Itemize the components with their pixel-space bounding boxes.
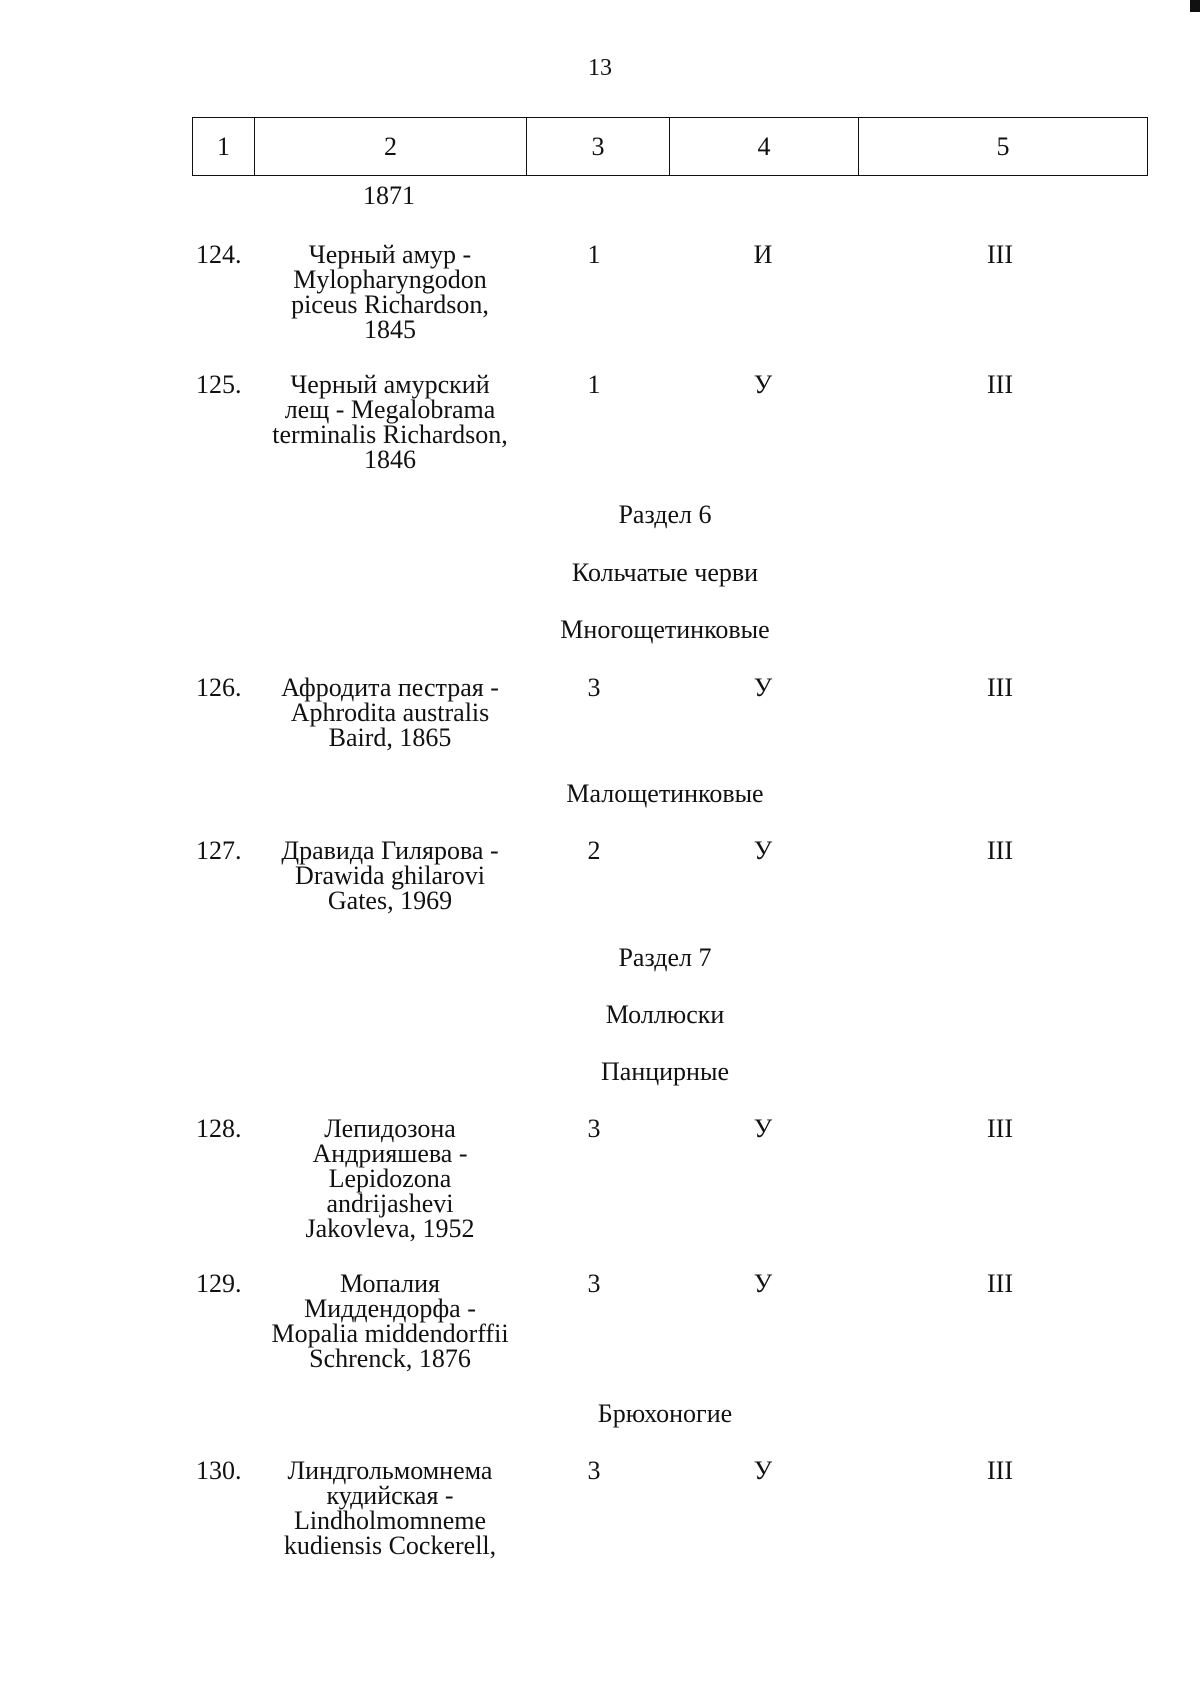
status-value: У	[753, 836, 773, 865]
header-col-2: 2	[255, 118, 527, 176]
section-heading: Раздел 7	[618, 943, 712, 972]
group-heading: Моллюски	[605, 1000, 725, 1029]
subgroup-heading: Панцирные	[601, 1057, 729, 1086]
species-name-line: 1845	[364, 315, 416, 344]
entry-number: 126.	[196, 673, 242, 702]
species-name-line: Lindholmomneme	[293, 1506, 487, 1535]
priority-value: III	[987, 1114, 1013, 1143]
continued-year: 1871	[363, 181, 415, 210]
species-name-line: Черный амурский	[290, 370, 490, 399]
scan-edge-mark	[1190, 0, 1200, 12]
species-name-line: Jakovleva, 1952	[305, 1214, 475, 1243]
species-name-line: Schrenck, 1876	[309, 1344, 471, 1373]
category-value: 3	[587, 1456, 601, 1485]
category-value: 1	[587, 240, 601, 269]
header-col-4: 4	[670, 118, 859, 176]
species-name-line: Линдгольмомнема	[287, 1456, 493, 1485]
table-header	[192, 117, 1148, 176]
category-value: 3	[587, 1114, 601, 1143]
status-value: У	[753, 1114, 773, 1143]
species-name-line: лещ - Megalobrama	[284, 395, 496, 424]
header-col-3: 3	[527, 118, 670, 176]
species-name-line: Андрияшева -	[312, 1139, 468, 1168]
group-heading: Кольчатые черви	[571, 558, 759, 587]
priority-value: III	[987, 836, 1013, 865]
category-value: 2	[587, 836, 601, 865]
entry-number: 130.	[196, 1456, 242, 1485]
category-value: 3	[587, 1269, 601, 1298]
species-name-line: Mylopharyngodon	[293, 265, 487, 294]
species-name	[254, 372, 526, 472]
species-name-line: Мопалия	[339, 1269, 440, 1298]
category-value: 3	[587, 673, 601, 702]
species-name-line: kudiensis Cockerell,	[283, 1531, 497, 1560]
species-name-line: terminalis Richardson,	[272, 420, 508, 449]
species-name-line: Mopalia middendorffii	[271, 1319, 509, 1348]
species-name	[254, 1116, 526, 1241]
species-name	[254, 1271, 526, 1371]
species-name-line: Lepidozona	[328, 1164, 452, 1193]
priority-value: III	[987, 1269, 1013, 1298]
species-name	[254, 675, 526, 750]
subgroup-heading: Брюхоногие	[597, 1399, 733, 1428]
subgroup-heading: Малощетинковые	[566, 779, 764, 808]
species-name-line: Афродита пестрая -	[281, 673, 499, 702]
species-name-line: Aphrodita australis	[290, 698, 490, 727]
status-value: У	[753, 673, 773, 702]
priority-value: III	[987, 673, 1013, 702]
section-heading: Раздел 6	[618, 500, 712, 529]
status-value: И	[753, 240, 773, 269]
page-number: 13	[588, 55, 612, 81]
status-value: У	[753, 1269, 773, 1298]
header-col-5: 5	[859, 118, 1148, 176]
entry-number: 125.	[196, 370, 242, 399]
species-name-line: Drawida ghilarovi	[295, 861, 485, 890]
priority-value: III	[987, 1456, 1013, 1485]
header-col-1: 1	[193, 118, 255, 176]
species-name	[254, 242, 526, 342]
entry-number: 124.	[196, 240, 242, 269]
priority-value: III	[987, 240, 1013, 269]
species-name-line: piceus Richardson,	[291, 290, 489, 319]
species-name-line: кудийская -	[326, 1481, 454, 1510]
species-name	[254, 1458, 526, 1558]
status-value: У	[753, 370, 773, 399]
species-name-line: Черный амур -	[308, 240, 472, 269]
species-name-line: andrijashevi	[326, 1189, 454, 1218]
category-value: 1	[587, 370, 601, 399]
species-name-line: Baird, 1865	[328, 723, 452, 752]
species-name-line: Лепидозона	[324, 1114, 456, 1143]
priority-value: III	[987, 370, 1013, 399]
species-name-line: 1846	[364, 445, 416, 474]
status-value: У	[753, 1456, 773, 1485]
species-name-line: Gates, 1969	[327, 886, 453, 915]
species-name-line: Дравида Гилярова -	[281, 836, 499, 865]
entry-number: 127.	[196, 836, 242, 865]
entry-number: 128.	[196, 1114, 242, 1143]
species-name	[254, 838, 526, 913]
entry-number: 129.	[196, 1269, 242, 1298]
species-name-line: Миддендорфа -	[304, 1294, 476, 1323]
subgroup-heading: Многощетинковые	[560, 615, 770, 644]
